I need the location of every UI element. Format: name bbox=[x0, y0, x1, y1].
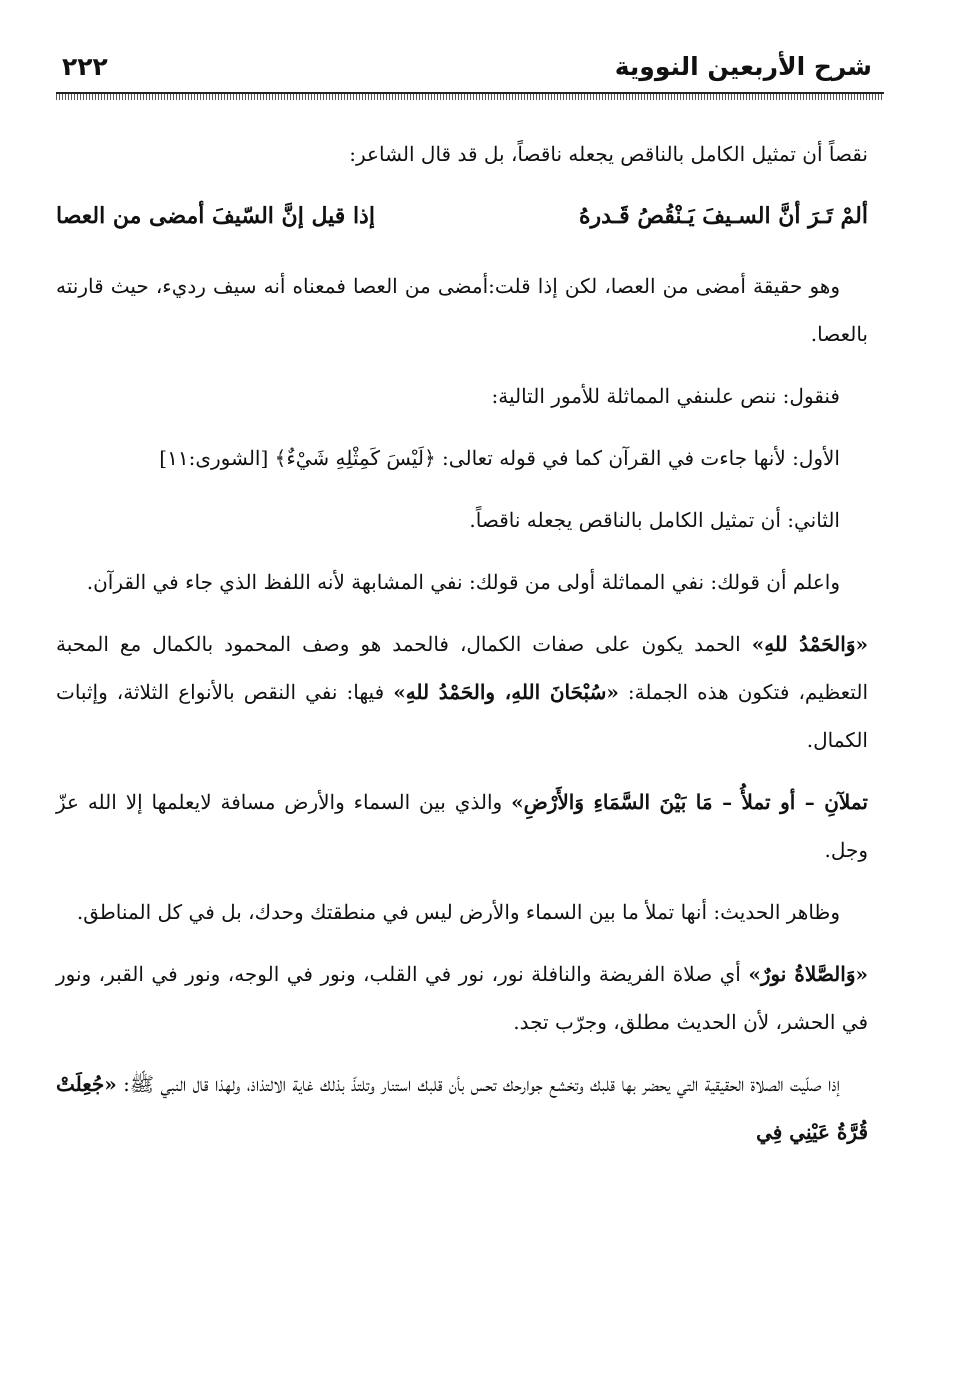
paragraph-text: إذا صلّيت الصلاة الحقيقية التي يحضر بها قلبك وتخشع جوارحك تحس بأن قلبك استنار وتلتذّ بذلك غاية الالتذاذ، ولهذا قال النبي ﷺ: bbox=[116, 1072, 840, 1096]
paragraph-text: فيها: نفي النقص بالأنواع الثلاثة، وإثبات الكمال. bbox=[56, 680, 868, 752]
header-rule bbox=[56, 92, 884, 100]
paragraph: فنقول: ننص علىنفي المماثلة للأمور التالية: bbox=[491, 384, 840, 408]
paragraph-text: أي صلاة الفريضة والنافلة نور، نور في القلب، ونور في الوجه، ونور في القبر، ونور في الحشر، لأن الحديث مطلق، وجرّب تجد. bbox=[56, 962, 868, 1034]
paragraph bbox=[56, 620, 868, 764]
paragraph bbox=[56, 778, 868, 874]
hadith-quote: «وَالصَّلاةُ نورٌ» bbox=[748, 962, 868, 986]
paragraph: الأول: لأنها جاءت في القرآن كما في قوله تعالى: ﴿لَيْسَ كَمِثْلِهِ شَيْءٌ﴾ [الشورى:١١] bbox=[159, 446, 840, 470]
paragraph: نقصاً أن تمثيل الكامل بالناقص يجعله ناقصاً، بل قد قال الشاعر: bbox=[349, 142, 868, 166]
page-body bbox=[56, 130, 868, 1170]
paragraph: واعلم أن قولك: نفي المماثلة أولى من قولك: نفي المشابهة لأنه اللفظ الذي جاء في القرآن. bbox=[86, 570, 840, 594]
paragraph: الثاني: أن تمثيل الكامل بالناقص يجعله ناقصاً. bbox=[469, 508, 840, 532]
running-head bbox=[62, 52, 872, 86]
book-title: شرح الأربعين النووية bbox=[614, 52, 872, 81]
page-number: ٢٢٢ bbox=[62, 52, 108, 81]
paragraph bbox=[56, 1060, 868, 1156]
verse-first-hemistich: ألمْ تَـرَ أنَّ السـيفَ يَـنْقُصُ قَـدرهُ bbox=[579, 203, 868, 229]
paragraph: وهو حقيقة أمضى من العصا، لكن إذا قلت:أمضى من العصا فمعناه أنه سيف رديء، حيث قارنته بالعصا. bbox=[56, 274, 868, 346]
hadith-quote: «وَالحَمْدُ للهِ» bbox=[751, 632, 868, 656]
paragraph-text: والذي بين السماء والأرض مسافة لايعلمها إلا الله عزّ وجل. bbox=[56, 790, 868, 862]
paragraph-text: الحمد يكون على صفات الكمال، فالحمد هو وصف المحمود بالكمال مع المحبة التعظيم، فتكون هذه الجملة: bbox=[56, 632, 868, 704]
hadith-quote: «جُعِلَتْ قُرَّةُ عَيْنِي فِي bbox=[56, 1072, 868, 1144]
poetry-verse bbox=[56, 192, 868, 240]
hadith-quote: تملآنِ – أو تملأُ – مَا بَيْنَ السَّمَاءِ وَالأَرْضِ» bbox=[511, 790, 868, 814]
paragraph: وظاهر الحديث: أنها تملأ ما بين السماء والأرض ليس في منطقتك وحدك، بل في كل المناطق. bbox=[76, 900, 840, 924]
verse-second-hemistich: إذا قيل إنَّ السّيفَ أمضى من العصا bbox=[56, 203, 375, 229]
hadith-quote: «سُبْحَانَ اللهِ، والحَمْدُ للهِ» bbox=[393, 680, 619, 704]
paragraph bbox=[56, 950, 868, 1046]
